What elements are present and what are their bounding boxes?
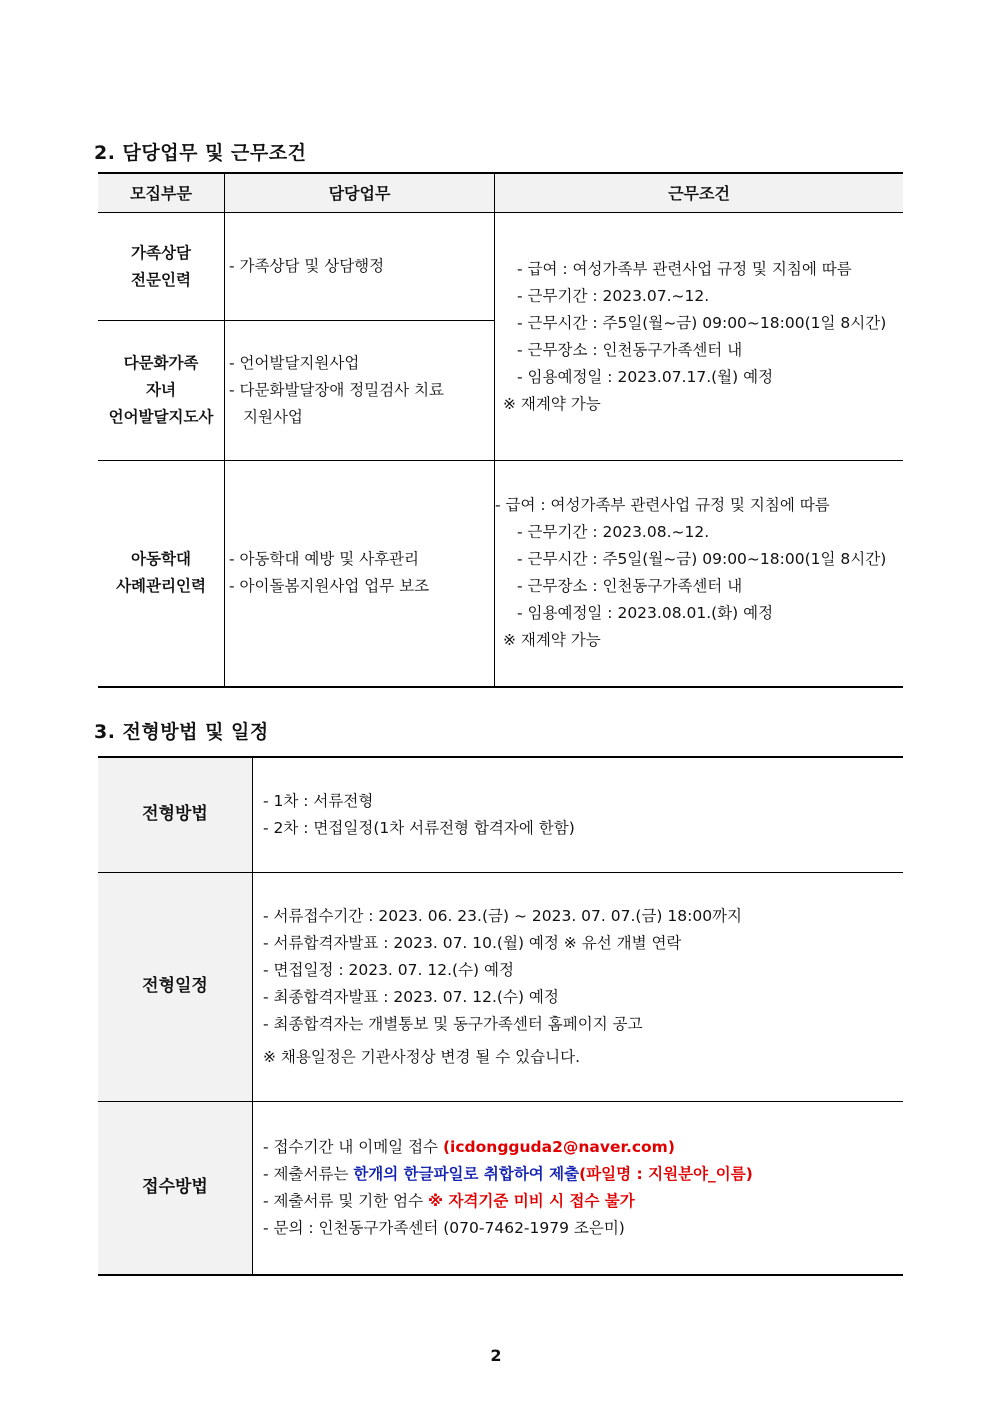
highlight-red: (파일명 : 지원분야_이름) [579,1164,753,1183]
method-label: 전형방법 [98,757,253,872]
duty-text: 지원사업 [243,408,303,426]
schedule-label: 전형일정 [98,872,253,1101]
condition-text: - 근무시간 : 주5일(월~금) 09:00~18:00(1일 8시간) [517,550,887,569]
condition-text: - 근무기간 : 2023.07.~12. [517,286,710,305]
dept-cell [98,321,225,461]
condition-text: - 근무장소 : 인천동구가족센터 내 [517,577,743,596]
apply-label: 접수방법 [98,1101,253,1275]
apply-line-documents [263,1161,902,1188]
apply-line-deadline [263,1188,902,1215]
dept-cell [98,461,225,687]
condition-text: - 급여 : 여성가족부 관련사업 규정 및 지침에 따름 [495,496,830,515]
dept-text: 아동학대 [131,550,191,569]
condition-text: - 임용예정일 : 2023.07.17.(월) 예정 [517,367,774,386]
section-2-title: 2. 담당업무 및 근무조건 [94,142,307,164]
schedule-text: - 최종합격자는 개별통보 및 동구가족센터 홈페이지 공고 [263,1014,643,1033]
condition-text: - 근무기간 : 2023.08.~12. [517,523,710,542]
dept-text: 가족상담 [131,243,191,262]
dept-cell [98,213,225,321]
apply-text: - 접수기간 내 이메일 접수 [263,1137,443,1156]
condition-note: ※ 재계약 가능 [503,631,601,650]
apply-text: - 제출서류는 [263,1164,354,1183]
table-row [98,461,903,687]
method-text: - 2차 : 면접일정(1차 서류전형 합격자에 한함) [263,818,575,837]
dept-text: 언어발달지도사 [108,408,214,426]
duties-cell [225,213,495,321]
duties-cell [225,321,495,461]
schedule-text: - 서류합격자발표 : 2023. 07. 10.(월) 예정 ※ 유선 개별 연락 [263,933,682,952]
dept-text: 자녀 [146,381,176,399]
page-number: 2 [490,1346,502,1365]
email-address: (icdongguda2@naver.com) [442,1137,675,1156]
duties-conditions-table [98,172,903,688]
header-duties: 담당업무 [225,173,495,213]
dept-text: 다문화가족 [123,354,199,372]
condition-note: ※ 재계약 가능 [503,394,601,413]
schedule-text: - 서류접수기간 : 2023. 06. 23.(금) ~ 2023. 07. 07.(금) 18:00까지 [263,906,743,925]
header-conditions: 근무조건 [495,173,904,213]
duty-text: - 아이돌봄지원사업 업무 보조 [229,577,430,596]
dept-text: 사례관리인력 [116,577,206,596]
method-content [253,757,904,872]
method-text: - 1차 : 서류전형 [263,791,374,810]
apply-contact: - 문의 : 인천동구가족센터 (070-7462-1979 조은미) [263,1218,625,1237]
apply-line-email [263,1134,902,1161]
table-row [98,757,903,872]
duty-text: - 다문화발달장애 정밀검사 치료 [229,381,445,399]
condition-text: - 근무장소 : 인천동구가족센터 내 [517,340,743,359]
condition-text: - 급여 : 여성가족부 관련사업 규정 및 지침에 따름 [517,259,852,278]
table-row [98,213,903,321]
schedule-note: ※ 채용일정은 기관사정상 변경 될 수 있습니다. [263,1047,580,1066]
schedule-text: - 최종합격자발표 : 2023. 07. 12.(수) 예정 [263,987,559,1006]
dept-text: 전문인력 [131,270,191,289]
condition-text: - 근무시간 : 주5일(월~금) 09:00~18:00(1일 8시간) [517,313,887,332]
table-row [98,872,903,1101]
duty-text: - 가족상담 및 상담행정 [229,257,385,275]
selection-schedule-table [98,756,903,1276]
conditions-cell [495,461,904,687]
schedule-content [253,872,904,1101]
conditions-cell [495,213,904,461]
section-3-title: 3. 전형방법 및 일정 [94,721,269,743]
table-row [98,1101,903,1275]
duties-cell [225,461,495,687]
schedule-text: - 면접일정 : 2023. 07. 12.(수) 예정 [263,960,514,979]
duty-text: - 언어발달지원사업 [229,354,360,372]
duty-text: - 아동학대 예방 및 사후관리 [229,550,420,569]
highlight-red: ※ 자격기준 미비 시 접수 불가 [428,1191,635,1210]
apply-content [253,1101,904,1275]
condition-text: - 임용예정일 : 2023.08.01.(화) 예정 [517,604,774,623]
highlight-blue: 한개의 한글파일로 취합하여 제출 [353,1164,580,1183]
apply-text: - 제출서류 및 기한 엄수 [263,1191,428,1210]
header-dept: 모집부문 [98,173,225,213]
table-header-row [98,173,903,213]
